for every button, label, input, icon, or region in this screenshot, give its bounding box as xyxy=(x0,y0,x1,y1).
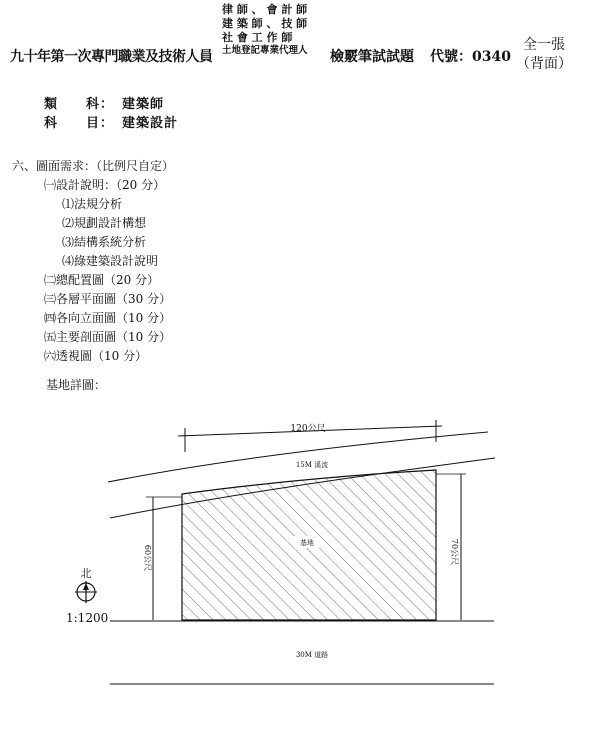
sheet-count: 全一張 xyxy=(523,37,565,53)
width-dimension-text: 120公尺 xyxy=(290,424,326,434)
category-value: 建築師 xyxy=(122,97,165,112)
code-value: 0340 xyxy=(472,49,511,65)
requirement-item: ㈢各層平面圖（30 分） xyxy=(44,292,172,306)
site-label: 基地 xyxy=(300,539,314,547)
category-label: 類 科： xyxy=(44,97,115,112)
subject-value: 建築設計 xyxy=(122,116,179,131)
sheet-side: （背面） xyxy=(516,56,572,72)
north-arrow-icon xyxy=(75,581,97,603)
requirement-subitem: ⑷綠建築設計說明 xyxy=(62,254,159,268)
requirement-item: ㈣各向立面圖（10 分） xyxy=(44,311,172,325)
question-title: 六、圖面需求：（比例尺自定） xyxy=(12,159,175,173)
north-label: 北 xyxy=(80,567,92,580)
requirement-item: ㈠設計說明：（20 分） xyxy=(44,178,166,192)
code-label: 代號： xyxy=(430,49,472,65)
requirement-subitem: ⑵規劃設計構想 xyxy=(62,216,147,230)
requirement-subitem: ⑶結構系統分析 xyxy=(62,235,147,249)
requirement-item: ㈡總配置圖（20 分） xyxy=(44,273,160,287)
category-line: 社 會 工 作 師 xyxy=(222,31,293,44)
requirement-item: ㈥透視圖（10 分） xyxy=(44,349,148,363)
scale-label: 1:1200 xyxy=(66,611,109,625)
right-dimension-text: 70公尺 xyxy=(450,538,459,566)
subject-label: 科 目： xyxy=(44,116,115,131)
exam-type: 檢覈筆試試題 xyxy=(330,49,414,65)
left-dimension-text: 60公尺 xyxy=(143,544,152,572)
site-plan-label: 基地詳圖： xyxy=(46,378,107,392)
river-label: 15M 溪流 xyxy=(295,461,329,469)
requirement-item: ㈤主要剖面圖（10 分） xyxy=(44,330,172,344)
requirement-subitem: ⑴法規分析 xyxy=(62,197,123,211)
category-line: 土地登記專業代理人 xyxy=(222,45,308,56)
road-label: 30M 道路 xyxy=(295,651,329,659)
category-line: 建 築 師 、 技 師 xyxy=(222,17,308,30)
exam-title: 九十年第一次專門職業及技術人員 xyxy=(10,49,213,65)
category-line: 律 師 、 會 計 師 xyxy=(222,3,308,16)
